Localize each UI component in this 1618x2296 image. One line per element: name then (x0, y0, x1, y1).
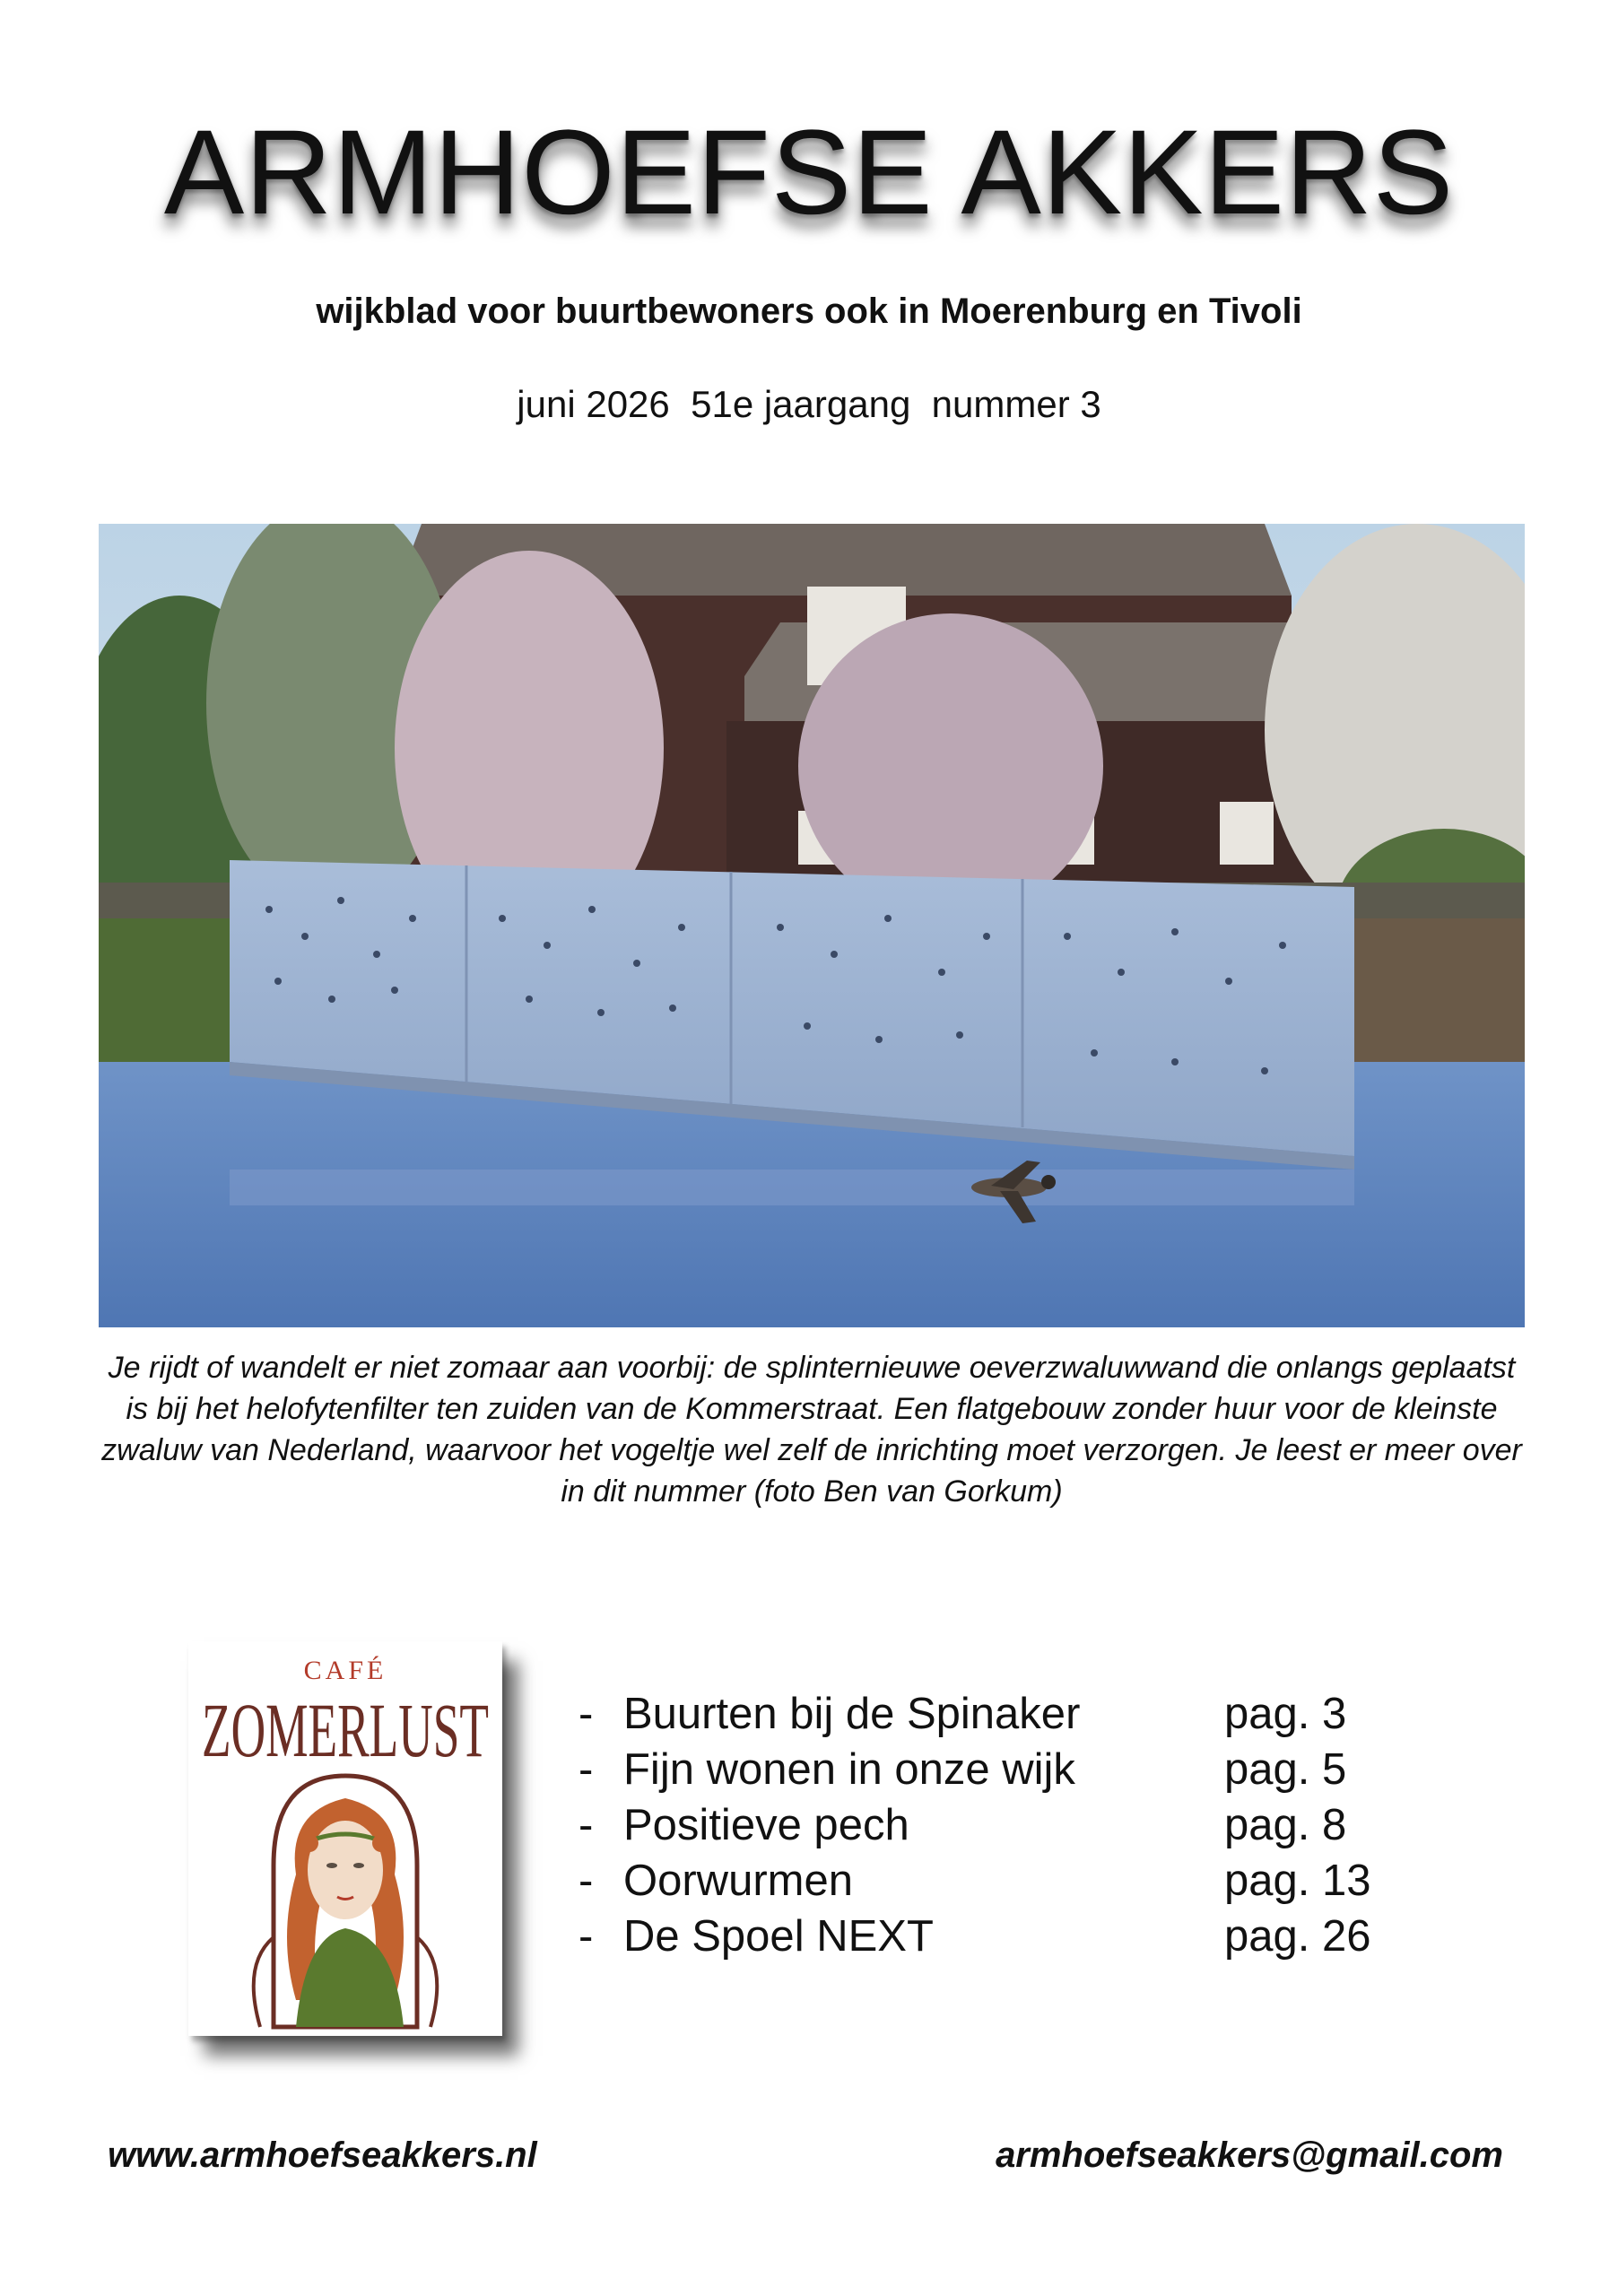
cafe-zomerlust-logo (188, 1641, 502, 2036)
toc-page: pag. 13 (1224, 1857, 1371, 1905)
magazine-title: ARMHOEFSE AKKERS (163, 106, 1455, 239)
toc-dash: - (578, 1745, 594, 1794)
toc-page: pag. 5 (1224, 1745, 1347, 1794)
toc-title: De Spoel NEXT (623, 1912, 934, 1961)
email-link[interactable]: armhoefseakkers@gmail.com (996, 2135, 1503, 2175)
logo-cafe-text: CAFÉ (303, 1656, 387, 1685)
toc-title: Oorwurmen (623, 1857, 853, 1905)
toc-title: Positieve pech (623, 1801, 909, 1849)
toc-dash: - (578, 1912, 594, 1961)
toc-title: Fijn wonen in onze wijk (623, 1745, 1075, 1794)
toc-item (578, 1797, 1386, 1853)
toc-item (578, 1742, 1386, 1797)
cover-photo-illustration (99, 524, 1525, 1327)
cover-photo (99, 524, 1525, 1327)
issue-info: juni 2026 51e jaargang nummer 3 (517, 383, 1101, 425)
toc-title: Buurten bij de Spinaker (623, 1690, 1081, 1738)
toc-dash: - (578, 1857, 594, 1905)
toc-item (578, 1909, 1386, 1964)
magazine-subtitle: wijkblad voor buurtbewoners ook in Moerenburg en Tivoli (316, 291, 1302, 331)
toc-dash: - (578, 1690, 594, 1738)
toc-item (578, 1686, 1386, 1742)
cafe-zomerlust-ad (188, 1641, 502, 2036)
logo-name-text: ZOMERLUST (202, 1687, 489, 1773)
toc-page: pag. 3 (1224, 1690, 1347, 1738)
toc-page: pag. 26 (1224, 1912, 1371, 1961)
toc-dash: - (578, 1801, 594, 1849)
toc-page: pag. 8 (1224, 1801, 1347, 1849)
website-link[interactable]: www.armhoefseakkers.nl (108, 2135, 537, 2175)
table-of-contents (578, 1686, 1386, 1964)
toc-item (578, 1853, 1386, 1909)
photo-caption: Je rijdt of wandelt er niet zomaar aan voorbij: de splinternieuwe oeverzwaluwwand die onlangs geplaatst is bij het helofytenfilter ten zuiden van de Kommerstraat. Een flatgebouw zonder huur voor de kleinste zwaluw van Nederland, waarvoor het vogeltje wel zelf de inrichting moet verzorgen. Je leest er meer over in dit nummer (foto Ben van Gorkum) (101, 1351, 1522, 1509)
